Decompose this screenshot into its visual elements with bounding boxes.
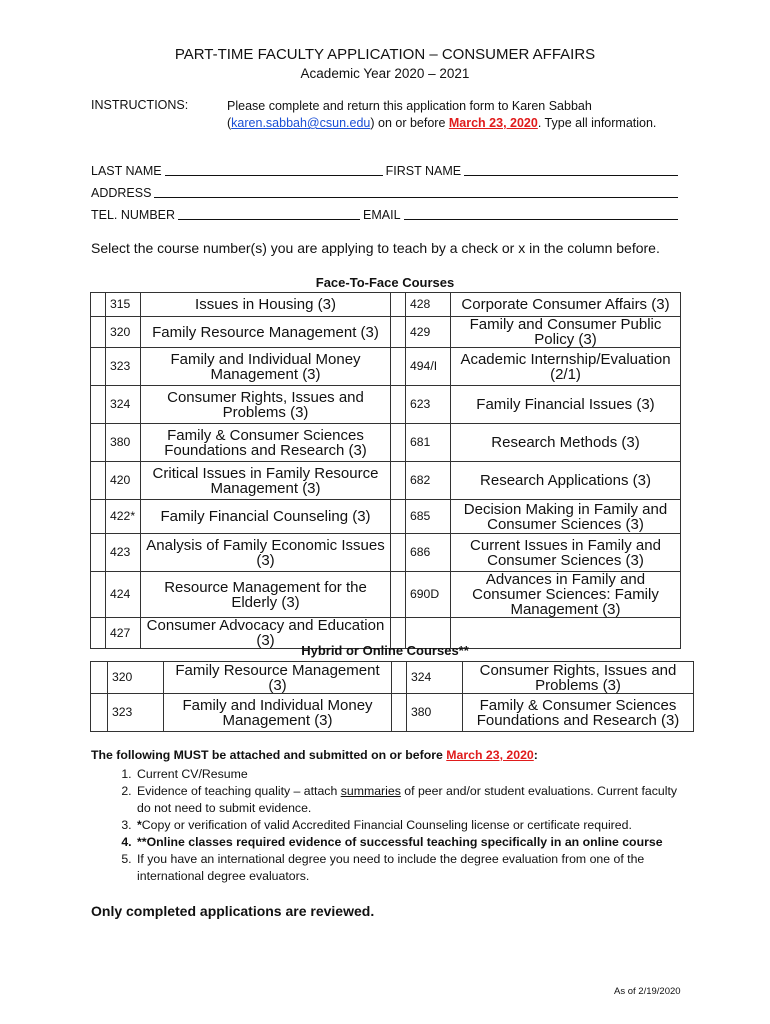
course-number: 323 [106,348,141,386]
last-name-field[interactable] [165,163,383,176]
course-row [91,317,681,348]
course-title: Advances in Family and Consumer Sciences: Family Management (3) [451,572,681,618]
course-number: 686 [406,534,451,572]
course-row [91,424,681,462]
course-number: 623 [406,386,451,424]
hybrid-table [90,661,694,732]
instructions-tail: . Type all information. [537,116,657,130]
requirement-item: 1. Current CV/Resume [135,766,691,783]
course-number: 424 [106,572,141,618]
course-title: Analysis of Family Economic Issues (3) [141,534,391,572]
course-title: Issues in Housing (3) [141,293,391,317]
page-subtitle: Academic Year 2020 – 2021 [300,66,470,81]
course-checkbox[interactable] [391,386,406,424]
course-checkbox[interactable] [91,462,106,500]
face-to-face-heading: Face-To-Face Courses [315,275,455,290]
course-checkbox[interactable] [91,534,106,572]
requirement-item [135,817,691,834]
course-title: Family and Consumer Public Policy (3) [451,317,681,348]
course-row [91,386,681,424]
first-name-label: FIRST NAME [385,164,462,178]
course-checkbox[interactable] [91,424,106,462]
course-checkbox[interactable] [91,694,108,732]
course-title: Family Resource Management (3) [164,662,392,694]
course-checkbox[interactable] [391,424,406,462]
instructions-line2 [227,115,687,132]
instructions-label: INSTRUCTIONS: [91,98,189,112]
address-row [91,185,681,200]
course-title: Research Applications (3) [451,462,681,500]
requirement-item: 4. **Online classes required evidence of successful teaching specifically in an online course [135,834,691,851]
course-number: 380 [407,694,463,732]
course-checkbox[interactable] [391,500,406,534]
requirement-item [135,783,691,817]
course-checkbox[interactable] [391,534,406,572]
course-checkbox[interactable] [91,500,106,534]
course-checkbox[interactable] [91,317,106,348]
course-checkbox[interactable] [91,348,106,386]
requirements-heading-text: The following MUST be attached and submitted on or before [91,748,447,762]
select-instruction: Select the course number(s) you are applying to teach by a check or x in the column before. [91,240,660,256]
course-checkbox[interactable] [91,662,108,694]
course-number: 320 [108,662,164,694]
contact-email-link[interactable]: karen.sabbah@csun.edu [231,116,371,130]
deadline-date: March 23, 2020 [448,116,538,130]
tel-field[interactable] [178,207,360,220]
course-number: 323 [108,694,164,732]
course-title: Corporate Consumer Affairs (3) [451,293,681,317]
course-checkbox[interactable] [391,462,406,500]
course-number: 315 [106,293,141,317]
requirements-section [91,747,691,885]
course-number: 494/I [406,348,451,386]
course-number: 420 [106,462,141,500]
last-name-label: LAST NAME [91,164,162,178]
instructions-mid: ) on or before [370,116,449,130]
course-title: Consumer Rights, Issues and Problems (3) [141,386,391,424]
requirements-heading-colon: : [533,748,538,762]
course-title: Family & Consumer Sciences Foundations and Research (3) [463,694,694,732]
requirements-deadline: March 23, 2020 [446,748,534,762]
course-row [91,694,694,732]
course-number: 429 [406,317,451,348]
requirement-underlined: summaries [340,784,401,798]
course-number: 427 [106,618,141,649]
course-checkbox[interactable] [391,348,406,386]
course-number: 685 [406,500,451,534]
course-title: Family and Individual Money Management (3) [141,348,391,386]
course-number: 380 [106,424,141,462]
page-title: PART-TIME FACULTY APPLICATION – CONSUMER AFFAIRS [174,46,596,63]
course-title: Current Issues in Family and Consumer Sciences (3) [451,534,681,572]
first-name-field[interactable] [464,163,678,176]
course-title: Family Financial Counseling (3) [141,500,391,534]
course-checkbox[interactable] [391,317,406,348]
course-row [91,293,681,317]
course-title: Academic Internship/Evaluation (2/1) [451,348,681,386]
instructions-line1: Please complete and return this application form to Karen Sabbah [227,99,592,113]
face-to-face-table [90,292,681,649]
course-checkbox[interactable] [392,694,407,732]
course-number: 690D [406,572,451,618]
asterisk-mark: * [137,818,142,832]
name-row [91,163,681,178]
course-row [91,462,681,500]
address-label: ADDRESS [91,186,152,200]
paren-open: ( [227,116,232,130]
requirement-text: Copy or verification of valid Accredited Financial Counseling license or certificate required. [141,818,632,832]
course-checkbox[interactable] [91,572,106,618]
requirements-list [91,766,691,885]
course-title: Family Financial Issues (3) [451,386,681,424]
course-row [91,572,681,618]
course-number: 682 [406,462,451,500]
final-note: Only completed applications are reviewed. [91,903,375,919]
email-label: EMAIL [363,208,401,222]
requirement-text: of peer and/or student evaluations. Current faculty do not need to submit evidence. [137,784,678,815]
course-checkbox[interactable] [91,293,106,317]
course-number: 324 [106,386,141,424]
course-number: 681 [406,424,451,462]
course-row [91,500,681,534]
course-number: 320 [106,317,141,348]
course-row [91,662,694,694]
email-field[interactable] [404,207,678,220]
tel-label: TEL. NUMBER [91,208,176,222]
course-title: Consumer Rights, Issues and Problems (3) [463,662,694,694]
course-title: Family Resource Management (3) [141,317,391,348]
course-title: Consumer Advocacy and Education (3) [141,618,391,649]
course-row [91,534,681,572]
requirements-heading [91,747,691,764]
course-title: Resource Management for the Elderly (3) [141,572,391,618]
requirement-text: Evidence of teaching quality – attach [137,784,341,798]
hybrid-heading: Hybrid or Online Courses** [301,643,469,658]
tel-email-row [91,207,681,222]
course-number: 423 [106,534,141,572]
course-row [91,348,681,386]
course-checkbox[interactable] [391,293,406,317]
course-title: Research Methods (3) [451,424,681,462]
course-checkbox[interactable] [392,662,407,694]
instructions-text [227,98,687,132]
address-field[interactable] [154,185,678,198]
course-number: 428 [406,293,451,317]
course-checkbox[interactable] [391,572,406,618]
course-checkbox[interactable] [91,386,106,424]
course-title: Decision Making in Family and Consumer Sciences (3) [451,500,681,534]
course-title: Family & Consumer Sciences Foundations and Research (3) [141,424,391,462]
course-number: 422* [106,500,141,534]
course-number: 324 [407,662,463,694]
course-title: Critical Issues in Family Resource Management (3) [141,462,391,500]
as-of-date: As of 2/19/2020 [614,986,681,997]
course-title: Family and Individual Money Management (3) [164,694,392,732]
requirement-item: 5. If you have an international degree you need to include the degree evaluation from one of the international degree evaluators. [135,851,691,885]
